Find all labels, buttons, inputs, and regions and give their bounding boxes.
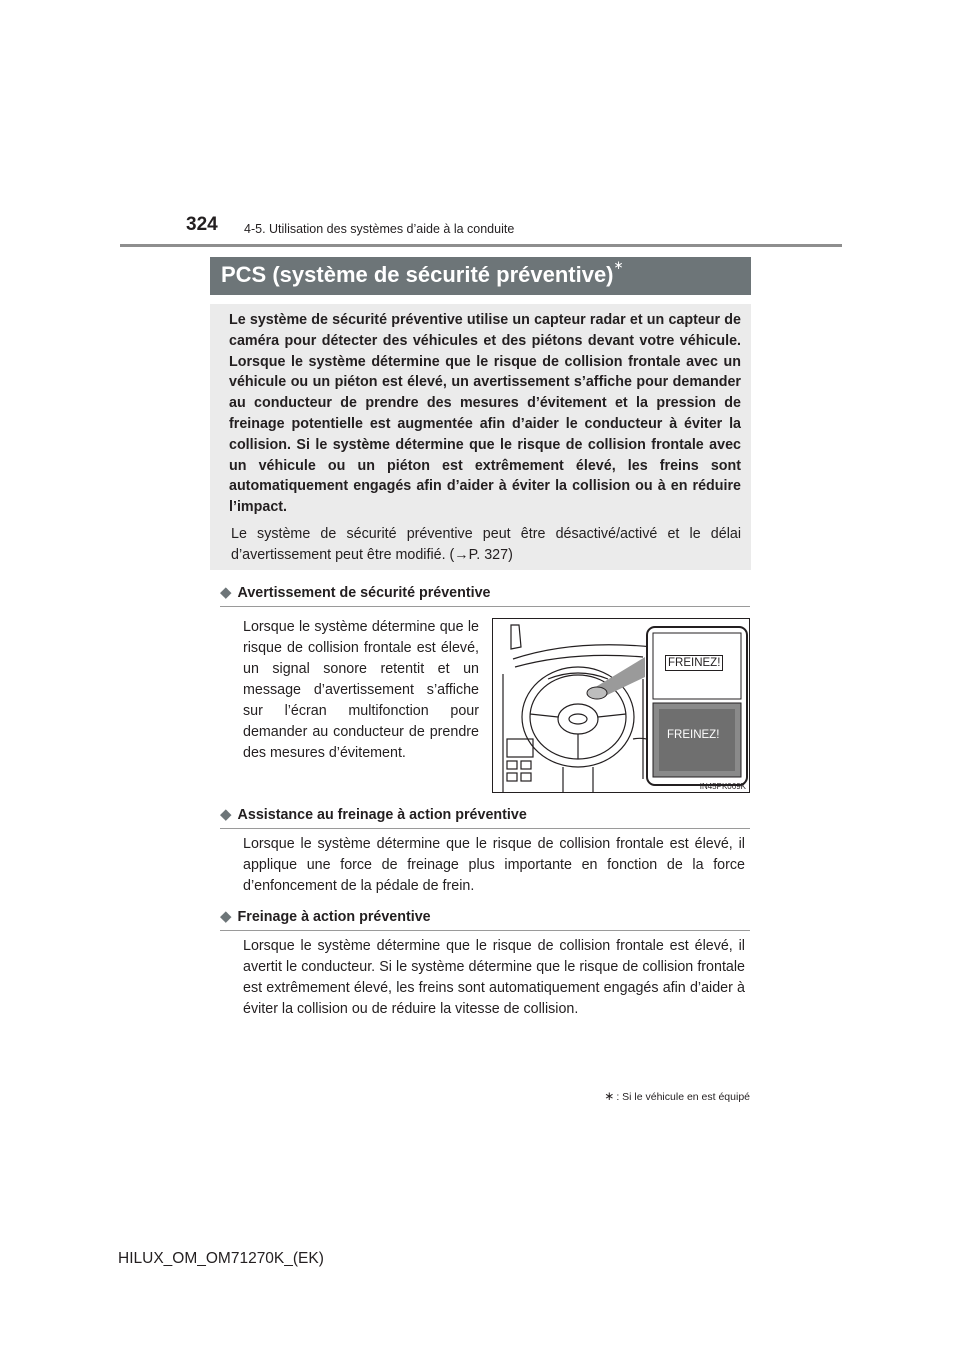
steering-wheel-illustration: [493, 619, 750, 793]
section-heading-braking: [220, 907, 750, 931]
document-code: HILUX_OM_OM71270K_(EK): [118, 1250, 324, 1267]
section-heading-brake-assist: [220, 805, 750, 829]
dashboard-illustration: [492, 618, 750, 793]
page-title: [210, 257, 751, 295]
section-text-warning: Lorsque le système détermine que le risque de collision frontale est élevé, un signal sonore retentit et un message d’avertissement s’affiche sur l’écran multifonction pour demander au conducteur de prendre des mesures d’évitement.: [243, 619, 479, 761]
section-heading-text: Freinage à action préventive: [237, 909, 431, 925]
diamond-bullet-icon: ◆: [220, 908, 232, 925]
title-footnote-mark: ∗: [613, 258, 624, 272]
section-heading-text: Avertissement de sécurité préventive: [237, 585, 491, 601]
diamond-bullet-icon: ◆: [220, 806, 232, 823]
section-text-brake-assist: Lorsque le système détermine que le risque de collision frontale est élevé, il applique une force de freinage plus importante en fonction de la force d’enfoncement de la pédale de frein.: [243, 836, 745, 894]
section-header: 4-5. Utilisation des systèmes d’aide à la conduite: [244, 222, 515, 236]
header-rule: [120, 244, 842, 247]
intro-text: Le système de sécurité préventive utilise un capteur radar et un capteur de caméra pour détecter des véhicules et des piétons devant votre véhicule. Lorsque le système détermine que le risque de collision frontale avec un véhicule ou un piéton est élevé, un avertissement s’affiche pour demander au conducteur de prendre des mesures d’évitement et la pression de freinage potentielle est augmentée afin d’aider le conducteur à éviter la collision. Si le système détermine que le risque de collision frontale avec un véhicule ou un piéton est extrêmement élevé, les freins sont automatiquement engagés afin d’aider à éviter la collision ou à en réduire l’impact.: [229, 312, 741, 516]
page-number: 324: [186, 214, 218, 235]
display-message-lower: FREINEZ!: [667, 729, 720, 741]
section-heading-text: Assistance au freinage à action préventive: [237, 807, 527, 823]
intro-note: Le système de sécurité préventive peut être désactivé/activé et le délai d’avertissement peut être modifié. (→P. 327): [231, 525, 741, 563]
section-text-braking: Lorsque le système détermine que le risque de collision frontale est élevé, il avertit le conducteur. Si le système détermine que le risque de collision frontale est extrêmement élevé, les freins sont automatiquement engagés afin d’aider à éviter la collision ou de réduire la vitesse de collision.: [243, 938, 745, 1017]
figure-code: IN45PK069K: [699, 782, 746, 791]
footnote: [604, 1089, 750, 1103]
section-heading-warning: [220, 583, 750, 607]
footnote-text: : Si le véhicule en est équipé: [616, 1091, 750, 1103]
display-message-upper: FREINEZ!: [665, 655, 723, 671]
footnote-mark: ∗: [604, 1089, 615, 1103]
page-title-text: PCS (système de sécurité préventive): [221, 262, 614, 287]
diamond-bullet-icon: ◆: [220, 584, 232, 601]
intro-box: [210, 304, 751, 570]
